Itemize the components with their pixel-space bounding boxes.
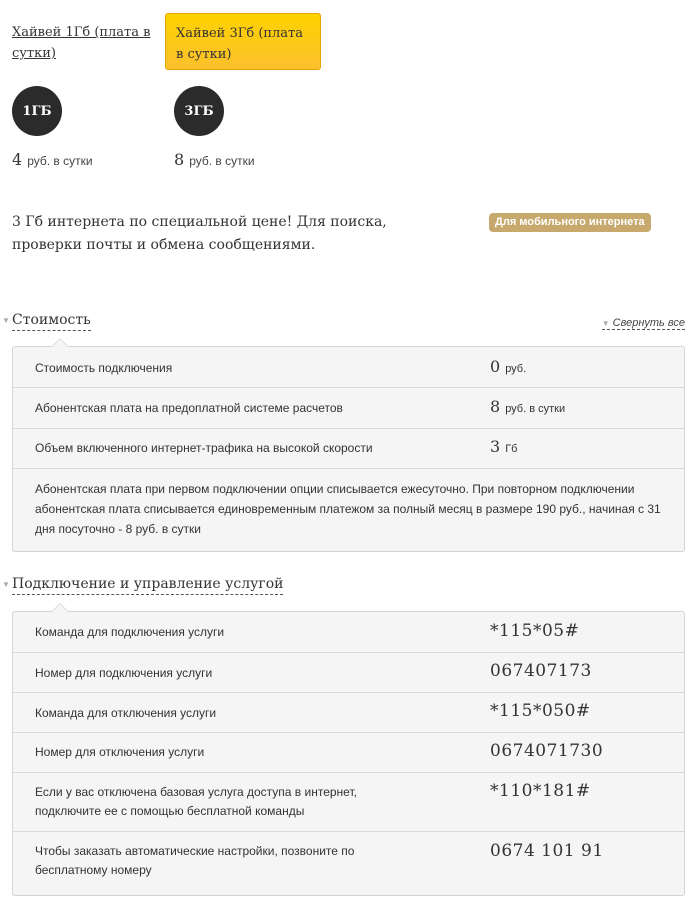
table-row xyxy=(13,693,684,733)
caret-down-icon: ▼ xyxy=(601,319,610,328)
tab-highway-1gb[interactable]: Хайвей 1Гб (плата в сутки) xyxy=(12,25,151,61)
row-label: Если у вас отключена базовая услуга доступа в интернет, подключите ее с помощью бесплатной команды xyxy=(35,785,357,818)
row-label: Номер для отключения услуги xyxy=(35,745,205,759)
row-label: Команда для отключения услуги xyxy=(35,706,217,720)
row-value xyxy=(490,357,526,377)
plan-3gb-price xyxy=(174,150,255,169)
collapse-all-label: Свернуть все xyxy=(612,317,685,329)
row-label: Номер для подключения услуги xyxy=(35,666,213,680)
table-row xyxy=(13,612,684,653)
row-label: Абонентская плата на предоплатной системе расчетов xyxy=(35,401,343,415)
price-value: 4 xyxy=(12,150,23,169)
cost-table xyxy=(12,346,685,552)
row-value: *115*050# xyxy=(490,701,591,721)
table-row xyxy=(13,773,684,832)
section-cost-title[interactable]: Стоимость xyxy=(12,312,91,331)
plan-1gb-price xyxy=(12,150,93,169)
row-label: Чтобы заказать автоматические настройки, позвоните по бесплатному номеру xyxy=(35,844,355,877)
value-unit: руб. в сутки xyxy=(505,403,566,415)
table-row xyxy=(13,429,684,469)
value-unit: руб. xyxy=(505,363,527,375)
caret-down-icon: ▼ xyxy=(2,580,10,589)
row-value xyxy=(490,397,565,417)
row-label: Стоимость подключения xyxy=(35,361,173,375)
management-table xyxy=(12,611,685,896)
tab-highway-3gb[interactable]: Хайвей 3Гб (плата в сутки) xyxy=(165,13,321,70)
category-badge: Для мобильного интернета xyxy=(489,213,651,232)
value-unit: Гб xyxy=(505,443,518,455)
row-value: 0674071730 xyxy=(490,741,604,761)
collapse-all-link[interactable] xyxy=(602,317,685,330)
section-management-title[interactable]: Подключение и управление услугой xyxy=(12,576,283,595)
row-value: *110*181# xyxy=(490,781,591,801)
cost-note: Абонентская плата при первом подключении опции списывается ежесуточно. При повторном подключении абонентская плата списывается единовременным платежом за полный месяц в размере 190 руб., начиная с 31 дня посуточно - 8 руб. в сутки xyxy=(35,482,661,536)
row-label: Команда для подключения услуги xyxy=(35,625,225,639)
table-row xyxy=(13,347,684,388)
value-number: 3 xyxy=(490,437,501,456)
row-value: 067407173 xyxy=(490,661,592,681)
price-unit: руб. в сутки xyxy=(27,154,93,168)
row-value xyxy=(490,437,517,457)
row-label: Объем включенного интернет-трафика на высокой скорости xyxy=(35,441,373,455)
row-value: *115*05# xyxy=(490,621,580,641)
table-pointer xyxy=(51,603,69,612)
value-number: 0 xyxy=(490,357,501,376)
price-unit: руб. в сутки xyxy=(189,154,255,168)
table-pointer xyxy=(51,338,69,347)
table-row xyxy=(13,653,684,693)
value-number: 8 xyxy=(490,397,501,416)
plan-3gb-badge: 3ГБ xyxy=(174,86,224,136)
table-row xyxy=(13,388,684,429)
table-row xyxy=(13,832,684,895)
table-row xyxy=(13,733,684,773)
plan-description: 3 Гб интернета по специальной цене! Для поиска, проверки почты и обмена сообщениями. xyxy=(12,214,387,253)
price-value: 8 xyxy=(174,150,185,169)
plan-1gb-badge: 1ГБ xyxy=(12,86,62,136)
row-value: 0674 101 91 xyxy=(490,841,604,861)
caret-down-icon: ▼ xyxy=(2,316,10,325)
